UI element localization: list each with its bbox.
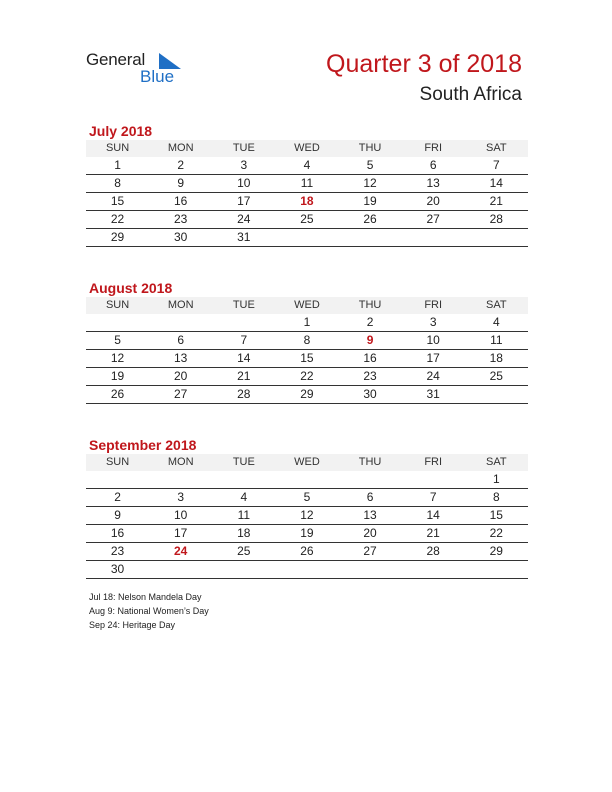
weekday-label: SUN — [105, 456, 130, 468]
day-cell: 17 — [237, 194, 251, 208]
day-cell: 10 — [174, 508, 188, 522]
day-cell: 16 — [174, 194, 188, 208]
day-cell: 10 — [426, 333, 440, 347]
day-cell: 31 — [237, 230, 251, 244]
day-cell — [465, 229, 528, 246]
day-cell: 24 — [426, 369, 440, 383]
week-row — [86, 525, 528, 543]
weekday-label: SUN — [105, 142, 130, 154]
weekday-label: WED — [294, 299, 320, 311]
weekday-label: WED — [294, 142, 320, 154]
weekday-label: TUE — [232, 299, 255, 311]
day-cell: 26 — [110, 387, 125, 401]
day-cell: 29 — [300, 387, 314, 401]
day-cell: 13 — [174, 351, 188, 365]
holiday-day-cell: 24 — [174, 544, 188, 558]
day-cell — [275, 471, 338, 488]
day-cell: 25 — [300, 212, 314, 226]
week-row — [86, 229, 528, 247]
day-cell: 27 — [363, 544, 377, 558]
holiday-item: Sep 24: Heritage Day — [89, 620, 176, 630]
day-cell: 5 — [366, 158, 374, 172]
day-cell: 2 — [366, 315, 374, 329]
week-row — [86, 386, 528, 404]
day-cell: 6 — [366, 490, 374, 504]
weekday-label: SAT — [486, 456, 507, 468]
generalblue-logo — [86, 50, 186, 90]
day-cell: 19 — [300, 526, 314, 540]
day-cell — [339, 471, 402, 488]
day-cell: 12 — [110, 351, 125, 365]
day-cell: 8 — [492, 490, 500, 504]
day-cell: 19 — [363, 194, 377, 208]
day-cell: 27 — [174, 387, 188, 401]
weekday-header — [86, 454, 528, 471]
day-cell: 16 — [110, 526, 125, 540]
week-row — [86, 157, 528, 175]
day-cell: 25 — [489, 369, 503, 383]
week-row — [86, 507, 528, 525]
day-cell: 6 — [177, 333, 185, 347]
day-cell — [149, 314, 212, 331]
month-calendar — [86, 279, 528, 404]
day-cell: 17 — [426, 351, 440, 365]
day-cell: 1 — [303, 315, 311, 329]
month-name: July 2018 — [89, 123, 153, 139]
weekday-label: THU — [358, 142, 382, 154]
week-row — [86, 489, 528, 507]
day-cell: 3 — [177, 490, 185, 504]
day-cell: 7 — [240, 333, 248, 347]
day-cell — [339, 229, 402, 246]
day-cell: 23 — [174, 212, 188, 226]
day-cell: 8 — [114, 176, 121, 190]
day-cell: 17 — [174, 526, 188, 540]
day-cell: 15 — [300, 351, 314, 365]
day-cell: 13 — [426, 176, 440, 190]
week-row — [86, 350, 528, 368]
weekday-label: MON — [167, 299, 194, 311]
day-cell: 23 — [363, 369, 377, 383]
day-cell: 22 — [110, 212, 125, 226]
day-cell: 21 — [237, 369, 251, 383]
day-cell — [212, 314, 275, 331]
weekday-label: FRI — [424, 456, 443, 468]
weekday-label: TUE — [232, 142, 255, 154]
day-cell — [465, 386, 528, 403]
day-cell: 18 — [489, 351, 503, 365]
month-name: September 2018 — [89, 437, 197, 453]
week-row — [86, 193, 528, 211]
day-cell: 28 — [237, 387, 251, 401]
day-cell: 13 — [363, 508, 377, 522]
day-cell: 16 — [363, 351, 377, 365]
day-cell: 1 — [492, 472, 500, 486]
day-cell: 27 — [426, 212, 440, 226]
day-cell: 24 — [237, 212, 251, 226]
day-cell — [339, 561, 402, 578]
weekday-label: MON — [167, 142, 194, 154]
day-cell: 21 — [489, 194, 503, 208]
day-cell: 8 — [303, 333, 311, 347]
week-row — [86, 368, 528, 386]
weekday-label: SAT — [486, 299, 507, 311]
week-row — [86, 561, 528, 579]
day-cell: 5 — [114, 333, 121, 347]
holiday-item: Jul 18: Nelson Mandela Day — [89, 592, 202, 602]
day-cell: 25 — [237, 544, 251, 558]
country-name: South Africa — [419, 84, 522, 105]
day-cell — [149, 561, 212, 578]
day-cell: 9 — [177, 176, 185, 190]
logo-general-text: General — [86, 50, 146, 69]
page-title: Quarter 3 of 2018 — [326, 50, 522, 78]
day-cell: 11 — [490, 333, 503, 347]
weekday-label: SUN — [105, 299, 130, 311]
day-cell: 22 — [489, 526, 503, 540]
week-row — [86, 471, 528, 489]
month-calendar — [86, 122, 528, 247]
day-cell: 7 — [492, 158, 500, 172]
weekday-label: THU — [358, 299, 382, 311]
day-cell: 14 — [489, 176, 503, 190]
day-cell: 31 — [426, 387, 440, 401]
day-cell — [212, 561, 275, 578]
day-cell: 19 — [110, 369, 125, 383]
day-cell — [402, 229, 465, 246]
weekday-label: THU — [358, 456, 382, 468]
day-cell: 1 — [114, 158, 121, 172]
day-cell: 11 — [237, 508, 251, 522]
day-cell: 20 — [363, 526, 377, 540]
week-row — [86, 314, 528, 332]
day-cell: 12 — [300, 508, 314, 522]
day-cell: 9 — [114, 508, 121, 522]
weekday-label: MON — [167, 456, 194, 468]
day-cell — [465, 561, 528, 578]
day-cell: 28 — [426, 544, 440, 558]
month-calendar — [86, 436, 528, 579]
day-cell: 4 — [492, 315, 500, 329]
day-cell: 12 — [363, 176, 377, 190]
weekday-label: WED — [294, 456, 320, 468]
day-cell: 30 — [110, 562, 125, 576]
weekday-header — [86, 297, 528, 314]
day-cell: 15 — [489, 508, 503, 522]
day-cell: 4 — [303, 158, 311, 172]
day-cell: 28 — [489, 212, 503, 226]
day-cell: 23 — [110, 544, 125, 558]
day-cell — [86, 471, 149, 488]
day-cell — [212, 471, 275, 488]
day-cell: 15 — [110, 194, 125, 208]
day-cell: 3 — [240, 158, 248, 172]
day-cell: 29 — [110, 230, 125, 244]
day-cell: 20 — [426, 194, 440, 208]
day-cell: 2 — [177, 158, 185, 172]
holiday-item: Aug 9: National Women’s Day — [89, 606, 209, 616]
month-name: August 2018 — [89, 280, 173, 296]
day-cell: 30 — [363, 387, 377, 401]
weekday-label: TUE — [232, 456, 255, 468]
holiday-day-cell: 18 — [300, 194, 314, 208]
weekday-label: SAT — [486, 142, 507, 154]
day-cell: 3 — [429, 315, 437, 329]
day-cell: 7 — [429, 490, 437, 504]
day-cell: 29 — [489, 544, 503, 558]
day-cell: 20 — [174, 369, 188, 383]
day-cell: 11 — [300, 176, 314, 190]
logo-blue-text: Blue — [140, 67, 175, 86]
day-cell: 18 — [237, 526, 251, 540]
weekday-header — [86, 140, 528, 157]
weekday-label: FRI — [424, 142, 443, 154]
day-cell: 4 — [240, 490, 248, 504]
week-row — [86, 543, 528, 561]
week-row — [86, 175, 528, 193]
day-cell: 5 — [303, 490, 311, 504]
day-cell: 21 — [426, 526, 440, 540]
week-row — [86, 211, 528, 229]
holiday-day-cell: 9 — [366, 333, 374, 347]
day-cell — [86, 314, 149, 331]
day-cell: 14 — [237, 351, 251, 365]
day-cell: 6 — [429, 158, 437, 172]
day-cell: 26 — [363, 212, 377, 226]
day-cell: 26 — [300, 544, 314, 558]
day-cell — [402, 471, 465, 488]
holiday-list — [89, 590, 209, 632]
weekday-label: FRI — [424, 299, 443, 311]
day-cell: 30 — [174, 230, 188, 244]
day-cell: 22 — [300, 369, 314, 383]
day-cell — [149, 471, 212, 488]
day-cell — [275, 229, 338, 246]
day-cell — [275, 561, 338, 578]
day-cell: 2 — [114, 490, 121, 504]
day-cell: 14 — [426, 508, 440, 522]
day-cell: 10 — [237, 176, 251, 190]
day-cell — [402, 561, 465, 578]
week-row — [86, 332, 528, 350]
